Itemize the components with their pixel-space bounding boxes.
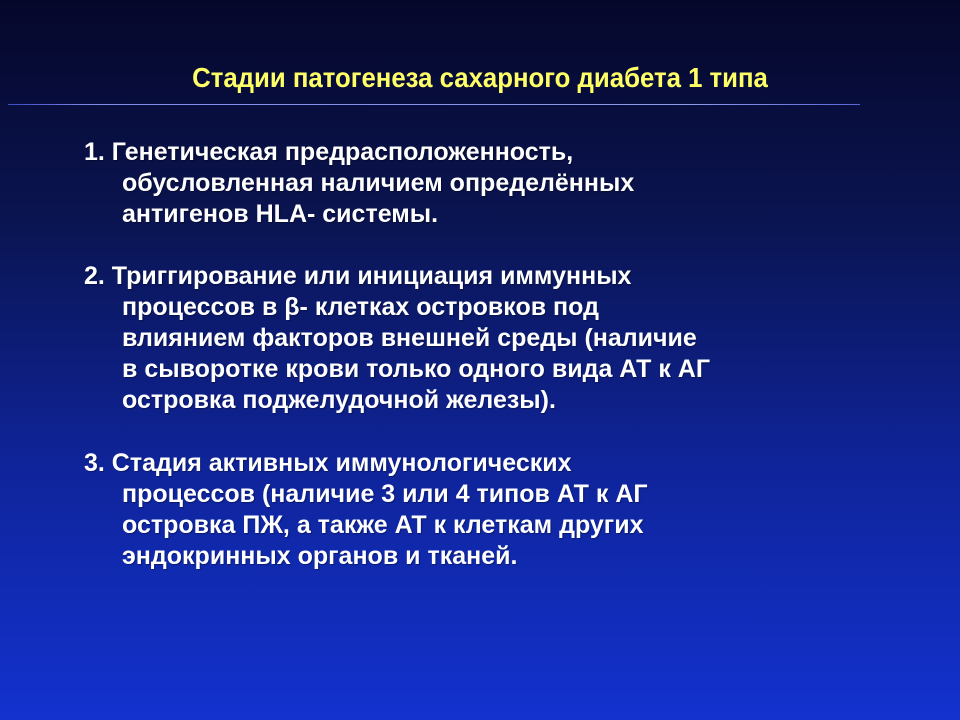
stage-item-3	[84, 448, 884, 572]
item-line: 1. Генетическая предрасположенность,	[84, 138, 574, 166]
item-line: в сыворотке крови только одного вида АТ к АГ	[122, 355, 711, 383]
item-line: островка поджелудочной железы).	[122, 386, 556, 414]
item-line: 3. Стадия активных иммунологических	[84, 449, 572, 477]
item-line: процессов (наличие 3 или 4 типов АТ к АГ	[122, 480, 648, 508]
item-line: антигенов HLA- системы.	[122, 200, 439, 228]
item-line: процессов в β- клетках островков под	[122, 293, 599, 321]
stage-item-1	[84, 137, 884, 230]
item-line: островка ПЖ, а также АТ к клеткам других	[122, 511, 644, 539]
stage-item-2	[84, 261, 884, 416]
item-line: 2. Триггирование или инициация иммунных	[84, 262, 632, 290]
item-line: эндокринных органов и тканей.	[122, 542, 518, 570]
item-line: обусловленная наличием определённых	[122, 169, 635, 197]
title-divider	[8, 104, 860, 105]
item-line: влиянием факторов внешней среды (наличие	[122, 324, 697, 352]
slide-title: Стадии патогенеза сахарного диабета 1 типа	[192, 62, 768, 93]
